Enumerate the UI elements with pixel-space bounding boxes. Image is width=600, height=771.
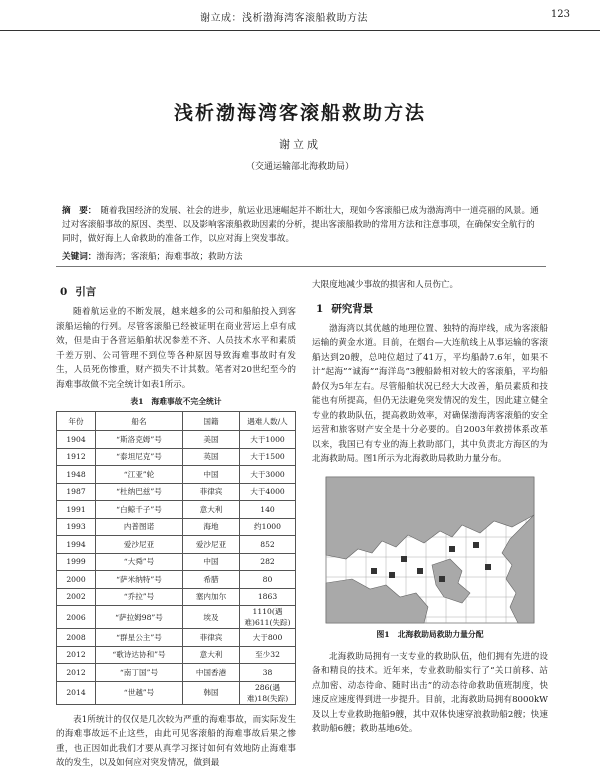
table-row bbox=[57, 646, 296, 664]
rescue-station-marker bbox=[439, 576, 445, 582]
table-cell: 韩国 bbox=[183, 681, 240, 704]
section-title: 研究背景 bbox=[331, 302, 374, 315]
abstract bbox=[62, 204, 540, 246]
table-cell: 140 bbox=[240, 501, 296, 519]
table-cell: 大于4000 bbox=[240, 483, 296, 501]
table-body bbox=[57, 431, 296, 705]
table-header-cell: 遇难人数/人 bbox=[240, 412, 296, 431]
author-name: 谢立成 bbox=[279, 138, 321, 151]
table-cell: 286(遇难)18(失踪) bbox=[240, 681, 296, 704]
table-row bbox=[57, 518, 296, 536]
table-cell: “南丁国”号 bbox=[96, 664, 183, 682]
table-cell: 1993 bbox=[57, 518, 96, 536]
table-cell: “世越”号 bbox=[96, 681, 183, 704]
table-row bbox=[57, 448, 296, 466]
keywords-label: 关键词： bbox=[62, 252, 97, 262]
table-cell: “群星公主”号 bbox=[96, 629, 183, 647]
table-cell: 至少32 bbox=[240, 646, 296, 664]
background-paragraph: 渤海湾以其优越的地理位置、独特的海岸线，成为客滚船运输的黄金水道。目前，在烟台—大连航线上从事运输的客滚船达到20艘，总吨位超过了41万，平均船龄7.6年，如果不计“起海”“诚海”“海洋岛”3艘船龄相对较大的客滚船，平均船龄仅为5年左右。尽管船舶状况已经大大改善，船员素质和技能也有所提高，但仍无法避免突发情况的发生，因此建立健全专业的救助队伍，提高救助效率，对确保渤海湾客滚船的安全运营和旅客财产安全是十分必要的。自2003年救捞体系改革以来，我国已有专业的海上救助部门，其中负责北方海区的为北海救助局。图1所示为北海救助局救助力量分布。 bbox=[312, 323, 548, 464]
table-cell: 希腊 bbox=[183, 571, 240, 589]
table-cell: 菲律宾 bbox=[183, 483, 240, 501]
table-row bbox=[57, 588, 296, 606]
author-affiliation: （交通运输部北海救助局） bbox=[245, 162, 354, 172]
table-cell: “江亚”轮 bbox=[96, 466, 183, 484]
keywords-text: 渤海湾；客滚船；海难事故；救助方法 bbox=[96, 252, 243, 262]
table-cell: 282 bbox=[240, 553, 296, 571]
table-cell: “斯洛克姆”号 bbox=[96, 431, 183, 449]
table-cell: 852 bbox=[240, 536, 296, 554]
table-header-cell: 年份 bbox=[57, 412, 96, 431]
continuation-text: 大限度地减少事故的损害和人员伤亡。 bbox=[312, 280, 459, 290]
table-cell: “歌诗达协和”号 bbox=[96, 646, 183, 664]
table-cell: 美国 bbox=[183, 431, 240, 449]
after-figure-paragraph: 北海救助局拥有一支专业的救助队伍，他们拥有先进的设备和精良的技术。近年来，专业救助船实行了“关口前移、站点加密、动态待命、随时出击”的动态待命救助值班制度，快速反应速度得到进一步提升。目前，北海救助局拥有8000kW及以上专业救助拖船9艘，其中双体快速穿浪救助船2艘；快速救助船6艘；救助基地6处。 bbox=[312, 651, 548, 734]
table-cell: 意大利 bbox=[183, 501, 240, 519]
rescue-force-map bbox=[312, 475, 548, 625]
table-header-cell: 船名 bbox=[96, 412, 183, 431]
section-heading-background bbox=[316, 301, 548, 316]
table-cell: 2014 bbox=[57, 681, 96, 704]
section-title: 引言 bbox=[75, 286, 97, 298]
rescue-station-marker bbox=[485, 564, 491, 570]
article-title: 浅析渤海湾客滚船救助方法 bbox=[173, 102, 426, 124]
table-cell: 大于1500 bbox=[240, 448, 296, 466]
table-cell: “大舜”号 bbox=[96, 553, 183, 571]
table-cell: 1948 bbox=[57, 466, 96, 484]
table-cell: 2006 bbox=[57, 606, 96, 629]
table-cell: 1999 bbox=[57, 553, 96, 571]
table-row bbox=[57, 536, 296, 554]
section-number: 0 bbox=[60, 286, 68, 298]
figure-caption bbox=[312, 629, 548, 640]
running-header bbox=[0, 0, 600, 31]
table-cell: 1863 bbox=[240, 588, 296, 606]
table-row bbox=[57, 501, 296, 519]
rescue-station-marker bbox=[401, 556, 407, 562]
keywords bbox=[62, 250, 540, 262]
table-cell: 大于800 bbox=[240, 629, 296, 647]
table-cell: 2008 bbox=[57, 629, 96, 647]
table-cell: 内普图诺 bbox=[96, 518, 183, 536]
table-cell: 塞内加尔 bbox=[183, 588, 240, 606]
left-column bbox=[56, 278, 296, 771]
table-cell: 1904 bbox=[57, 431, 96, 449]
table-cell: 埃及 bbox=[183, 606, 240, 629]
table-row bbox=[57, 553, 296, 571]
table-cell: 英国 bbox=[183, 448, 240, 466]
table-row bbox=[57, 629, 296, 647]
figure-number: 图1 bbox=[376, 629, 390, 639]
table-cell: 2012 bbox=[57, 664, 96, 682]
table-cell: “乔拉”号 bbox=[96, 588, 183, 606]
table-cell: “杜纳巴兹”号 bbox=[96, 483, 183, 501]
table-cell: “泰坦尼克”号 bbox=[96, 448, 183, 466]
table-cell: 意大利 bbox=[183, 646, 240, 664]
table-cell: 1994 bbox=[57, 536, 96, 554]
section-heading-intro bbox=[60, 284, 296, 299]
table-row bbox=[57, 571, 296, 589]
page-number: 123 bbox=[550, 9, 570, 20]
table-cell: 菲律宾 bbox=[183, 629, 240, 647]
table-cell: “萨米纳特”号 bbox=[96, 571, 183, 589]
table-cell: 海地 bbox=[183, 518, 240, 536]
table-cell: 1991 bbox=[57, 501, 96, 519]
rescue-station-marker bbox=[417, 568, 423, 574]
table-cell: 中国 bbox=[183, 466, 240, 484]
abstract-text: 随着我国经济的发展、社会的进步，航运业迅速崛起并不断壮大，现如今客滚船已成为渤海湾中一道亮丽的风景。通过对客滚船事故的原因、类型、以及影响客滚船救助因素的分析，提出客滚船救助的常用方法和注意事项，在确保安全航行的同时，做好海上人命救助的准备工作，以应对海上突发事故。 bbox=[62, 206, 539, 244]
after-table-paragraph: 表1所统计的仅仅是几次较为严重的海难事故，而实际发生的海难事故远不止这些，由此可见客滚船的海难事故后果之惨重，也正因如此我们才要从真学习探讨如何有效地防止海难事故的发生，以及如何应对突发情况，做到最 bbox=[56, 714, 296, 768]
map-svg bbox=[312, 475, 548, 625]
intro-paragraph: 随着航运业的不断发展，越来越多的公司和船舶投入到客滚船运输的行列。尽管客滚船已经被证明在商业营运上卓有成效，但是由于各营运船舶状况参差不齐、人员技术水平和素质千差万别、公司管理不到位等各种原因导致海难事故时有发生，人员死伤惨重，财产损失不计其数。笔者对20世纪至今的海难事故做不完全统计如表1所示。 bbox=[56, 307, 296, 390]
table-cell: 爱沙尼亚 bbox=[183, 536, 240, 554]
table-cell: 爱沙尼亚 bbox=[96, 536, 183, 554]
rescue-station-marker bbox=[389, 572, 395, 578]
table-cell: 2002 bbox=[57, 588, 96, 606]
rescue-station-marker bbox=[371, 568, 377, 574]
accident-table bbox=[56, 411, 296, 705]
section-number: 1 bbox=[316, 302, 324, 315]
table-cell: 大于3000 bbox=[240, 466, 296, 484]
table-row bbox=[57, 606, 296, 629]
table-cell: 80 bbox=[240, 571, 296, 589]
table-cell: 1110(遇难)611(失踪) bbox=[240, 606, 296, 629]
table-header-row bbox=[57, 412, 296, 431]
abstract-label: 摘 要： bbox=[62, 206, 97, 216]
table-row bbox=[57, 483, 296, 501]
table-cell: 2012 bbox=[57, 646, 96, 664]
abstract-divider bbox=[56, 266, 546, 267]
table-row bbox=[57, 681, 296, 704]
table-cell: 约1000 bbox=[240, 518, 296, 536]
right-column bbox=[312, 278, 548, 737]
table-cell: 中国香港 bbox=[183, 664, 240, 682]
table-row bbox=[57, 664, 296, 682]
table-cell: 38 bbox=[240, 664, 296, 682]
table-cell: “白鲸千子”号 bbox=[96, 501, 183, 519]
table-header-cell: 国籍 bbox=[183, 412, 240, 431]
rescue-station-marker bbox=[449, 546, 455, 552]
table-caption: 表1 海难事故不完全统计 bbox=[130, 397, 222, 406]
table-cell: 1987 bbox=[57, 483, 96, 501]
table-cell: 1912 bbox=[57, 448, 96, 466]
table-row bbox=[57, 466, 296, 484]
running-title: 谢立成：浅析渤海湾客滚船救助方法 bbox=[200, 13, 368, 24]
table-cell: 2000 bbox=[57, 571, 96, 589]
figure-caption-text: 北海救助局救助力量分配 bbox=[397, 629, 484, 639]
table-cell: 中国 bbox=[183, 553, 240, 571]
rescue-station-marker bbox=[473, 542, 479, 548]
table-cell: 大于1000 bbox=[240, 431, 296, 449]
table-row bbox=[57, 431, 296, 449]
table-cell: “萨拉姆98”号 bbox=[96, 606, 183, 629]
